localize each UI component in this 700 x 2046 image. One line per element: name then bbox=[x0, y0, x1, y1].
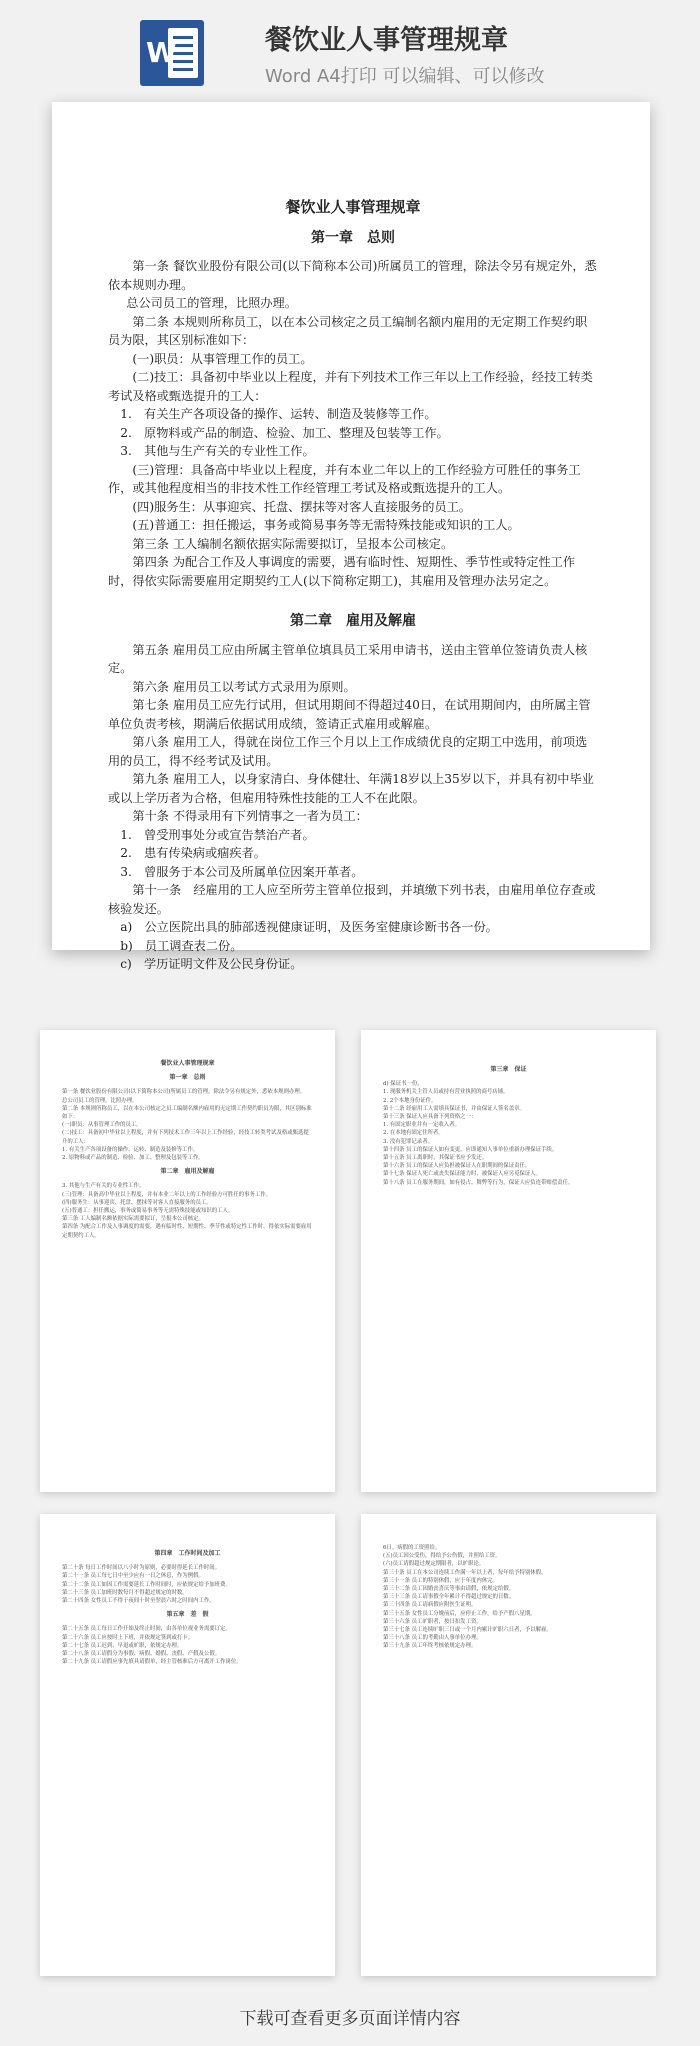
thumbnail-line: 第三十七条 员工连续旷职三日或一个月内累计旷职六日者，予以解雇。 bbox=[383, 1627, 552, 1634]
thumbnail-line: 第二十五条 员工每日工作开始及终止时间，由各单位视业务需要订定。 bbox=[62, 1626, 231, 1633]
chapter-2-content bbox=[108, 641, 598, 974]
thumbnail-line: 1. 有固定职业并有一定收入者。 bbox=[383, 1122, 460, 1129]
thumbnail-grid bbox=[40, 1030, 660, 1980]
thumbnail-text bbox=[62, 1060, 313, 1240]
thumbnail-line: 6日。病假的工资照给。 bbox=[383, 1545, 441, 1551]
thumbnail-line: (六)员工请假超过规定期限者，以旷职论。 bbox=[383, 1561, 485, 1568]
paragraph: c) 学历证明文件及公民身份证。 bbox=[120, 957, 303, 971]
thumbnail-line: 2. 在本地有固定住所者。 bbox=[383, 1130, 444, 1137]
thumbnail-line: 1. 现服务机关主管人员或持有营业执照的商号店铺。 bbox=[383, 1089, 509, 1096]
thumbnail-text bbox=[62, 1544, 313, 1666]
thumbnail-line: 第二条 本规则所称员工，以在本公司核定之员工编制名额内雇用的无定期工作契约职员为限，其区别标准如下： bbox=[62, 1105, 312, 1121]
header bbox=[0, 0, 700, 98]
thumbnail-line: 第十三条 保证人应具备下列资格之一： bbox=[383, 1114, 477, 1121]
header-title: 餐饮业人事管理规章 bbox=[265, 25, 508, 56]
thumbnail-line: 3. 其他与生产有关的专业性工作。 bbox=[62, 1183, 145, 1190]
thumbnail-line: (四)服务生：从事迎宾、托盘、摆抹等对客人直接服务的员工。 bbox=[62, 1199, 212, 1206]
thumbnail-title: 餐饮业人事管理规章 bbox=[160, 1060, 215, 1067]
thumbnail-chapter: 第四章 工作时间及加工 bbox=[154, 1550, 221, 1557]
thumbnail-line: 第四条 为配合工作及人事调度的需要，遇有临时性、短期性、季节性或特定性工作时，得依实际需要雇用定期契约工人。 bbox=[62, 1224, 312, 1239]
chapter-1-content bbox=[108, 257, 598, 590]
thumbnail-line: (五)普通工：担任搬运，事务或简易事务等无需特殊技能或知识的工人。 bbox=[62, 1208, 234, 1215]
thumbnail-line: 2. 原物料或产品的制造、检验、加工、整理及包装等工作。 bbox=[62, 1155, 204, 1162]
thumbnail-line: 第三十二条 员工因婚丧喜庆等事由请假，依规定给假。 bbox=[383, 1586, 515, 1593]
page-thumbnail-1[interactable] bbox=[40, 1030, 335, 1492]
thumbnail-line: 第二十六条 员工应按时上下班，并依规定签到或打卡。 bbox=[62, 1634, 194, 1641]
paragraph: 第十条 不得录用有下列情事之一者为员工： bbox=[132, 809, 368, 823]
paragraph: (三)管理：具备高中毕业以上程度，并有本业二年以上的工作经验方可胜任的事务工作，或其他程度相当的非技术性工作经管理工考试及格或甄选提升的工人。 bbox=[108, 462, 581, 495]
thumbnail-line: 第十八条 员工在服务期间，如有侵占、舞弊等行为，保证人应负连带赔偿责任。 bbox=[383, 1179, 574, 1186]
thumbnail-line: 第二十八条 员工请假分为事假、病假、婚假、丧假、产假及公假。 bbox=[62, 1651, 221, 1658]
thumbnail-chapter: 第一章 总则 bbox=[169, 1074, 206, 1082]
thumbnail-chapter: 第五章 差 假 bbox=[166, 1611, 209, 1619]
thumbnail-line: 第三十条 员工在本公司连续工作满一年以上者，每年给予特别休假。 bbox=[383, 1569, 547, 1576]
paragraph: 第四条 为配合工作及人事调度的需要，遇有临时性、短期性、季节性或特定性工作时，得依实际需要雇用定期契约工人(以下简称定期工)，其雇用及管理办法另定之。 bbox=[108, 555, 576, 588]
paragraph: 第五条 雇用员工应由所属主管单位填具员工采用申请书，送由主管单位签请负责人核定。 bbox=[108, 642, 588, 675]
paragraph: 1. 曾受刑事处分或宣告禁治产者。 bbox=[120, 827, 315, 842]
thumbnail-line: 第十六条 员工的保证人应负担被保证人在职期间的保证责任。 bbox=[383, 1163, 531, 1170]
page-thumbnail-3[interactable] bbox=[40, 1514, 335, 1976]
paragraph: 3. 曾服务于本公司及所属单位因案开革者。 bbox=[120, 864, 364, 879]
thumbnail-line: 3. 没有犯罪记录者。 bbox=[383, 1138, 433, 1145]
thumbnail-text bbox=[383, 1060, 634, 1187]
paragraph: 2. 患有传染病或痼疾者。 bbox=[120, 846, 266, 860]
chapter-heading-2: 第二章 雇用及解雇 bbox=[290, 613, 416, 629]
paragraph: 第六条 雇用员工以考试方式录用为原则。 bbox=[132, 679, 356, 694]
thumbnail-line: 第二十九条 员工请假应事先填具请假单，经主管核准后方可离开工作岗位。 bbox=[62, 1659, 242, 1666]
document-body bbox=[108, 198, 598, 974]
thumbnail-line: 第十四条 员工的保证人如有变更，应即通知人事单位重新办理保证手续。 bbox=[383, 1146, 558, 1153]
thumbnail-line: 第二十四条 女性员工不得于夜间十时至翌晨六时之时间内工作。 bbox=[62, 1598, 215, 1605]
chapter-heading-1: 第一章 总则 bbox=[311, 229, 395, 246]
paragraph: a) 公立医院出具的肺部透视健康证明，及医务室健康诊断书各一份。 bbox=[120, 920, 498, 934]
thumbnail-line: 第三十六条 员工旷职者，按日扣发工资。 bbox=[383, 1618, 482, 1625]
paragraph: 1. 有关生产各项设备的操作、运转、制造及装修等工作。 bbox=[120, 407, 437, 421]
thumbnail-chapter: 第三章 保证 bbox=[490, 1066, 527, 1073]
paragraph: 第十一条 经雇用的工人应至所劳主管单位报到，并填缴下列书表，由雇用单位存查或核验发还。 bbox=[108, 883, 596, 916]
paragraph: (二)技工：具备初中毕业以上程度，并有下列技术工作三年以上工作经验，经技工转类考试及格或甄选提升的工人： bbox=[108, 370, 593, 403]
thumbnail-text bbox=[383, 1544, 634, 1651]
thumbnail-chapter: 第二章 雇用及解雇 bbox=[160, 1168, 215, 1176]
paragraph: (五)普通工：担任搬运，事务或简易事务等无需特殊技能或知识的工人。 bbox=[132, 518, 520, 532]
thumbnail-line: 第十七条 保证人死亡或丧失保证能力时，被保证人应另觅保证人。 bbox=[383, 1171, 542, 1178]
download-more-hint[interactable]: 下载可查看更多页面详情内容 bbox=[239, 2009, 461, 2029]
thumbnail-line: 第二十七条 员工迟到、早退或旷职，依规定办理。 bbox=[62, 1642, 183, 1649]
thumbnail-line: (二)技工：具备初中毕业以上程度，并有下列技术工作三年以上工作经验，经技工转类考试及格或甄选提升的工人： bbox=[62, 1130, 309, 1145]
document-preview-page bbox=[52, 102, 650, 971]
thumbnail-line: 第二十三条 员工加班时数每月不得超过规定的时数。 bbox=[62, 1589, 188, 1596]
thumbnail-line: 2. 2个本地身份证件。 bbox=[383, 1097, 437, 1104]
paragraph: (四)服务生：从事迎宾、托盘、摆抹等对客人直接服务的员工。 bbox=[132, 499, 471, 514]
paragraph: (一)职员：从事管理工作的员工。 bbox=[132, 351, 313, 366]
thumbnail-line: d) 保证书一份。 bbox=[383, 1081, 423, 1088]
paragraph: 2. 原物料或产品的制造、检验、加工、整理及包装等工作。 bbox=[120, 425, 449, 440]
paragraph: b) 员工调查表二份。 bbox=[120, 938, 243, 953]
paragraph: 总公司员工的管理，比照办理。 bbox=[126, 296, 297, 310]
paragraph: 第一条 餐饮业股份有限公司(以下简称本公司)所属员工的管理，除法令另有规定外，悉依本规则办理。 bbox=[108, 259, 597, 292]
thumbnail-line: 第三十八条 员工的考勤由人事单位办理。 bbox=[383, 1635, 482, 1642]
thumbnail-line: 第一条 餐饮业股份有限公司(以下简称本公司)所属员工的管理，除法令另有规定外，悉依本规则办理。 bbox=[62, 1089, 306, 1096]
thumbnail-line: 第二十条 每日工作时间以八小时为原则，必要时得延长工作时间。 bbox=[62, 1565, 221, 1572]
paragraph: 第八条 雇用工人，得就在岗位工作三个月以上工作成绩优良的定期工中选用，前项选用的员工，得不经考试及试用。 bbox=[108, 735, 588, 768]
thumbnail-line: 第十二条 经雇用工人需填具保证书，并由保证人签名盖章。 bbox=[383, 1105, 525, 1112]
thumbnail-line: 第三十九条 员工年终考核依规定办理。 bbox=[383, 1643, 477, 1650]
page-thumbnail-2[interactable] bbox=[361, 1030, 656, 1492]
word-logo-icon bbox=[140, 20, 204, 86]
thumbnail-line: 第三十五条 女性员工分娩前后，应停止工作，给予产假八星期。 bbox=[383, 1610, 536, 1617]
thumbnail-line: 第三十四条 员工请病假应附医生证明。 bbox=[383, 1602, 477, 1609]
thumbnail-line: 总公司员工的管理，比照办理。 bbox=[62, 1097, 138, 1104]
paragraph: 3. 其他与生产有关的专业性工作。 bbox=[120, 444, 315, 458]
thumbnail-line: 第二十一条 员工每七日中至少应有一日之休息，作为例假。 bbox=[62, 1573, 204, 1580]
document-title: 餐饮业人事管理规章 bbox=[285, 198, 421, 216]
thumbnail-line: 第三十三条 员工请事假全年累计不得超过规定的日数。 bbox=[383, 1594, 515, 1601]
thumbnail-line: 1. 有关生产各项设备的操作、运转、制造及装修等工作。 bbox=[62, 1146, 199, 1153]
thumbnail-line: (五)员工因公受伤，得给予公伤假，并照给工资。 bbox=[383, 1553, 501, 1560]
paragraph: 第三条 工人编制名额依据实际需要拟订，呈报本公司核定。 bbox=[132, 536, 454, 551]
header-subtitle: Word A4打印 可以编辑、可以修改 bbox=[265, 66, 545, 87]
thumbnail-line: 第二十二条 员工如因工作需要延长工作时间时，应依规定给予加班费。 bbox=[62, 1581, 231, 1588]
thumbnail-line: 第三十一条 员工的特别休假，应于年度内休完。 bbox=[383, 1577, 498, 1584]
thumbnail-line: (三)管理：具备高中毕业以上程度，并有本业二年以上的工作经验方可胜任的事务工作。 bbox=[62, 1191, 272, 1198]
word-logo-letter: W bbox=[146, 36, 176, 69]
thumbnail-line: 第十五条 员工离职时，其保证书应予发还。 bbox=[383, 1155, 488, 1162]
paragraph: 第二条 本规则所称员工，以在本公司核定之员工编制名额内雇用的无定期工作契约职员为限，其区别标准如下： bbox=[108, 314, 588, 347]
thumbnail-line: 第三条 工人编制名额依据实际需要拟订，呈报本公司核定。 bbox=[62, 1216, 204, 1223]
page-thumbnail-4[interactable] bbox=[361, 1514, 656, 1976]
thumbnail-line: (一)职员：从事管理工作的员工。 bbox=[62, 1122, 142, 1129]
paragraph: 第七条 雇用员工应先行试用，但试用期间不得超过40日，在试用期间内，由所属主管单位负责考核，期满后依据试用成绩，签请正式雇用或解雇。 bbox=[108, 698, 591, 731]
paragraph: 第九条 雇用工人，以身家清白、身体健壮、年满18岁以上35岁以下，并具有初中毕业或以上学历者为合格，但雇用特殊性技能的工人不在此限。 bbox=[108, 772, 594, 805]
